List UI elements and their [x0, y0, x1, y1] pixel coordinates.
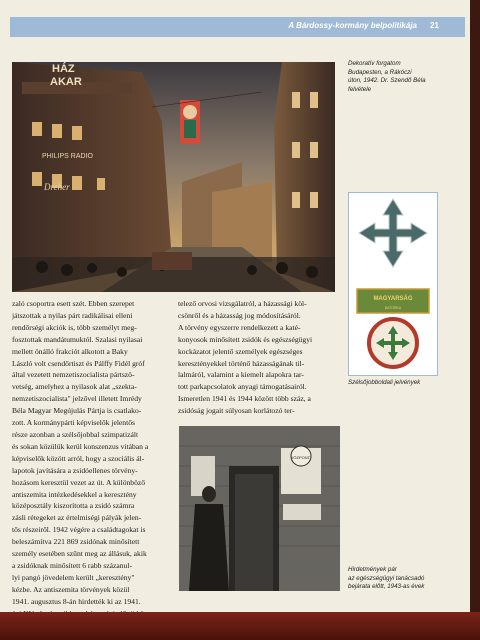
text-line: lalmáról, valamint a kiemelt alapokra tar-: [178, 370, 304, 380]
text-line: beleszámítva 221 869 zsidónak minősített: [12, 537, 140, 547]
text-line: játszottak a nyilas párt radikálisai elleni: [12, 310, 133, 320]
bottom-photo-caption: Hirdetmények pár az egészségügyi tanácsadó bejárata előtt, 1943-as évek: [348, 566, 425, 590]
text-line: Ismeretlen 1941 és 1944 között több száz, a: [178, 394, 311, 404]
badge-panel: [348, 192, 438, 376]
text-line: keresztényekkel történő házasságának til-: [178, 358, 305, 368]
band-small-text: BATORKA: [384, 306, 402, 310]
sign-haz: HÁZ: [52, 63, 75, 75]
badges-caption: Szélsőjobboldali jelvények: [348, 379, 421, 386]
running-header-title: A Bárdossy-kormány belpolitikája: [288, 21, 417, 30]
sign-dreher: Dreher: [44, 182, 70, 192]
text-line: A törvény egyszerre rendelkezett a katé-: [178, 322, 301, 332]
text-line: része azonban a szélsőjobbal szimpatizált: [12, 429, 139, 439]
bottom-background-strip: [0, 612, 480, 640]
text-line: vetség, amelyhez a nyilasok alat „szekta-: [12, 382, 137, 392]
left-text-column: [12, 298, 173, 619]
text-line: és sokan közülük kerül konszenzus vitában a: [12, 441, 149, 451]
text-line: fosztottak mandátumuktól. Szalasi nyilasai: [12, 334, 143, 344]
text-line: telező orvosi vizsgálatról, a házassági köl-: [178, 299, 307, 308]
text-line: antiszemita intézkedésekkel a keresztény: [12, 489, 137, 499]
text-line: zott. A kormánypárti képviselők jelentős: [12, 418, 135, 428]
sign-philips: PHILIPS RADIO: [42, 153, 93, 160]
round-arrow-cross-badge: [369, 319, 417, 367]
text-line: tős részeiről. 1942 végére a családtagokat is: [12, 525, 146, 535]
text-line: László volt csendőrtiszt és Pálffy Fidél gróf: [12, 358, 145, 368]
running-header: [10, 17, 465, 37]
text-line: a zsidóknak minősített 6 rabb százanul-: [12, 560, 132, 570]
text-line: lyi pangó jövedelem került „keresztény": [12, 572, 135, 582]
text-line: lapotok javítására a zsidóellenes törvény-: [12, 465, 138, 475]
text-line: zsidóság jogait súlyosan korlátozó ter-: [178, 406, 295, 416]
text-line: személy esetében szűnt meg az állásuk, akik: [12, 549, 147, 559]
text-line: Béla Magyar Megújulás Pártja is csatlako-: [12, 406, 142, 416]
magyarsag-band-badge: [357, 289, 429, 313]
band-text: MAGYARSÁG: [373, 296, 413, 302]
text-line: által vezetett nemzetiszocialista pártszö-: [12, 370, 135, 380]
page-edge: [470, 0, 480, 640]
doorway-photo: [179, 426, 340, 591]
text-line: kockázatot jelentő személyek egészséges: [178, 346, 303, 356]
text-line: konyosok minősített zsidók és egészségügyi: [178, 334, 313, 344]
house-sign-text: KÖZPONTI: [290, 455, 312, 460]
text-line: zaló csoportra esett szét. Ebben szerepet: [12, 299, 135, 308]
top-photo-caption: Dekoratív forgatom Budapesten, a Rákóczi úton, 1942. Dr. Szendő Béla felvétele: [348, 60, 426, 93]
text-line: 1941. augusztus 8-án hirdették ki az 1941.: [12, 596, 141, 606]
right-text-column: [178, 298, 340, 417]
page-number: 21: [430, 21, 439, 30]
text-line: rendőrségi akciók is, több személyt meg-: [12, 322, 137, 332]
text-line: csönről és a házasság jog módosításáról.: [178, 310, 301, 320]
text-line: mellett önálló frakciót alkotott a Baky: [12, 346, 128, 356]
text-line: nemzetiszocialista" jelzővel illetett Imrédy: [12, 394, 142, 404]
street-scene-photo: [12, 62, 335, 292]
text-line: középosztály kiszorította a zsidó számra: [12, 501, 135, 511]
text-line: képviselők között arról, hogy a szociális ál-: [12, 453, 145, 463]
text-line: kézbe. Az antiszemita törvények közül: [12, 584, 130, 594]
sign-akar: AKAR: [50, 76, 82, 88]
arrow-cross-badge: [359, 199, 427, 267]
text-line: tott parkapcsolatok anyagi támogatásairól.: [178, 382, 307, 392]
text-line: hozásom keresztül vezet az út. A különböző: [12, 477, 146, 487]
text-line: zásli rétegeket az értelmiségi pályák jelen-: [12, 513, 142, 523]
